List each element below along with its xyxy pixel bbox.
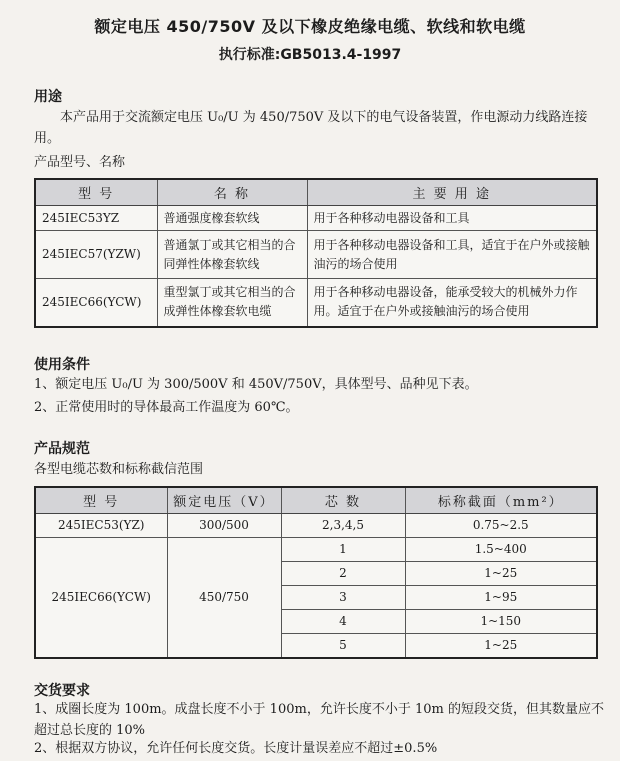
section-cell: 0.75~2.5 <box>405 514 597 538</box>
models-label: 产品型号、名称 <box>34 155 126 170</box>
column-header-usage: 主 要 用 途 <box>307 179 597 206</box>
table-row <box>35 206 597 231</box>
usage-text: 本产品用于交流额定电压 U₀/U 为 450/750V 及以下的电气设备装置，作电源动力线路连接用。 <box>34 110 588 146</box>
section-cell: 1~25 <box>405 562 597 586</box>
section-cell: 1~150 <box>405 610 597 634</box>
name-cell: 重型氯丁或其它相当的合成弹性体橡套软电缆 <box>157 279 307 327</box>
cores-cell: 2,3,4,5 <box>281 514 405 538</box>
spec-table <box>34 486 598 659</box>
name-cell: 普通氯丁或其它相当的合同弹性体橡套软线 <box>157 231 307 279</box>
usage-cell: 用于各种移动电器设备和工具 <box>307 206 597 231</box>
table-row <box>35 538 597 562</box>
conditions-item-1: 1、额定电压 U₀/U 为 300/500V 和 450V/750V，具体型号、品种见下表。 <box>34 377 478 392</box>
section-cell: 1~25 <box>405 634 597 658</box>
delivery-item-2: 2、根据双方协议，允许任何长度交货。长度计量误差应不超过±0.5% <box>34 741 438 756</box>
voltage-cell: 450/750 <box>167 538 281 658</box>
table-header-row <box>35 487 597 514</box>
column-header-name: 名 称 <box>157 179 307 206</box>
model-cell: 245IEC53(YZ) <box>35 514 167 538</box>
spec-heading: 产品规范 <box>34 441 90 457</box>
section-cell: 1.5~400 <box>405 538 597 562</box>
column-header-cores: 芯 数 <box>281 487 405 514</box>
voltage-cell: 300/500 <box>167 514 281 538</box>
spec-label: 各型电缆芯数和标称截信范围 <box>34 462 204 477</box>
table-header-row <box>35 179 597 206</box>
cores-cell: 2 <box>281 562 405 586</box>
name-cell: 普通强度橡套软线 <box>157 206 307 231</box>
delivery-heading: 交货要求 <box>34 683 90 699</box>
delivery-item-1: 1、成圈长度为 100m。成盘长度不小于 100m，允许长度不小于 10m 的短段交货，但其数量应不超过总长度的 10% <box>34 702 604 738</box>
conditions-item-2: 2、正常使用时的导体最高工作温度为 60℃。 <box>34 400 299 415</box>
column-header-model: 型 号 <box>35 487 167 514</box>
table-row <box>35 231 597 279</box>
usage-cell: 用于各种移动电器设备和工具，适宜于在户外或接触油污的场合使用 <box>307 231 597 279</box>
table-row <box>35 514 597 538</box>
cores-cell: 5 <box>281 634 405 658</box>
usage-cell: 用于各种移动电器设备，能承受较大的机械外力作用。适宜于在户外或接触油污的场合使用 <box>307 279 597 327</box>
cores-cell: 4 <box>281 610 405 634</box>
cores-cell: 1 <box>281 538 405 562</box>
page-title: 额定电压 450/750V 及以下橡皮绝缘电缆、软线和软电缆 <box>94 17 526 36</box>
table-row <box>35 279 597 327</box>
standard-subtitle: 执行标准:GB5013.4-1997 <box>218 47 402 63</box>
usage-heading: 用途 <box>34 89 62 105</box>
model-cell: 245IEC66(YCW) <box>35 279 157 327</box>
models-table <box>34 178 598 328</box>
column-header-section: 标称截面（mm²） <box>405 487 597 514</box>
section-cell: 1~95 <box>405 586 597 610</box>
conditions-heading: 使用条件 <box>34 357 90 373</box>
model-cell: 245IEC57(YZW) <box>35 231 157 279</box>
model-cell: 245IEC53YZ <box>35 206 157 231</box>
cores-cell: 3 <box>281 586 405 610</box>
column-header-voltage: 额定电压（V） <box>167 487 281 514</box>
column-header-model: 型 号 <box>35 179 157 206</box>
model-cell: 245IEC66(YCW) <box>35 538 167 658</box>
